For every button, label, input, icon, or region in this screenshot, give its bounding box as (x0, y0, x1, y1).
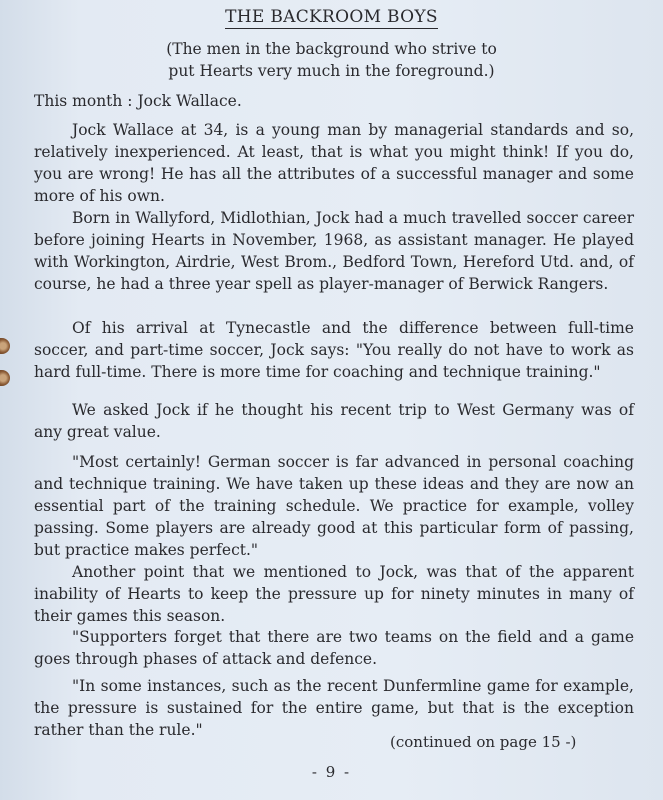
paragraph: Another point that we mentioned to Jock, was that of the apparent inability of Hearts to keep the pressure up for ninety minutes in many of their games this season. (34, 563, 634, 625)
binding-staple-icon (0, 370, 10, 386)
subtitle-line: put Hearts very much in the foreground.) (168, 62, 495, 80)
binding-staple-icon (0, 338, 10, 354)
page-number: - 9 - (311, 763, 352, 781)
paragraph: We asked Jock if he thought his recent trip to West Germany was of any great value. (34, 401, 634, 441)
article-title: THE BACKROOM BOYS (225, 7, 438, 27)
paragraph: "Most certainly! German soccer is far advanced in personal coaching and technique training. We have taken up these ideas and they are now an essential part of the training schedule. We practice for example, volley passing. Some players are already good at this particular form of passing, but practice makes perfect." (34, 453, 634, 559)
subtitle-line: (The men in the background who strive to (166, 40, 497, 58)
article-subtitle (0, 38, 663, 82)
intro-line: This month : Jock Wallace. (34, 92, 242, 110)
paragraph: Jock Wallace at 34, is a young man by managerial standards and so, relatively inexperienced. At least, that is what you might think! If you do, you are wrong! He has all the attributes of a successful manager and some more of his own. (34, 121, 634, 205)
paragraph: Of his arrival at Tynecastle and the difference between full-time soccer, and part-time soccer, Jock says: "You really do not have to work as hard full-time. There is more time for coaching and technique training." (34, 319, 634, 381)
paragraph: "Supporters forget that there are two teams on the field and a game goes through phases of attack and defence. (34, 628, 634, 668)
paragraph: Born in Wallyford, Midlothian, Jock had a much travelled soccer career before joining Hearts in November, 1968, as assistant manager. He played with Workington, Airdrie, West Brom., Bedford Town, Hereford Utd. and, of course, he had a three year spell as player-manager of Berwick Rangers. (34, 209, 634, 293)
continued-note: (continued on page 15 -) (390, 733, 577, 751)
paragraph: "In some instances, such as the recent Dunfermline game for example, the pressure is sustained for the entire game, but that is the exception rather than the rule." (34, 677, 634, 739)
